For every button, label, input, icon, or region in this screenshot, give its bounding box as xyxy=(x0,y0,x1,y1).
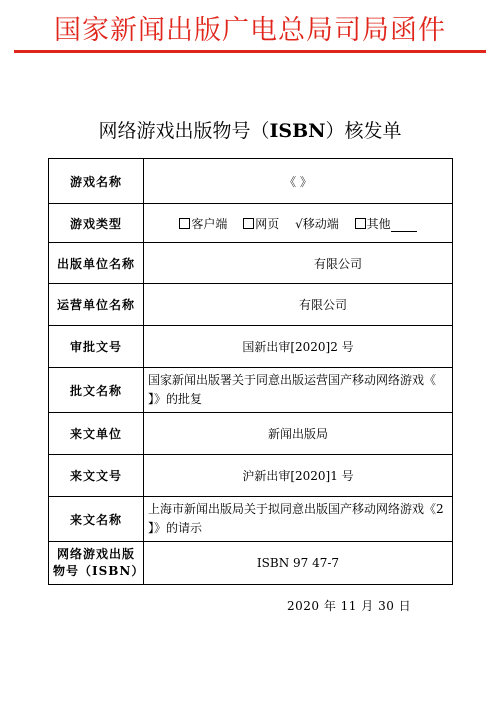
title-prefix: 网络游戏出版物号（ xyxy=(98,120,270,142)
value-source-name: 上海市新闻出版局关于拟同意出版国产移动网络游戏《2 】》的请示 xyxy=(144,497,453,542)
label-game-type: 游戏类型 xyxy=(49,204,144,243)
checkbox-web xyxy=(243,218,254,229)
row-source-unit xyxy=(49,413,453,455)
option-web[interactable] xyxy=(243,215,279,232)
option-client-label: 客户端 xyxy=(191,216,228,231)
label-source-name: 来文名称 xyxy=(49,497,144,542)
letterhead-title: 国家新闻出版广电总局司局函件 xyxy=(54,15,446,46)
document-title xyxy=(0,116,500,143)
row-isbn xyxy=(49,542,453,585)
label-isbn: 网络游戏出版物号（ISBN） xyxy=(49,542,144,585)
row-source-name xyxy=(49,497,453,542)
option-mobile-label: 移动端 xyxy=(302,216,339,231)
title-suffix: ）核发单 xyxy=(325,120,402,142)
label-approval-no: 审批文号 xyxy=(49,326,144,368)
value-isbn: ISBN 97 47-7 xyxy=(144,542,453,585)
option-web-label: 网页 xyxy=(255,216,280,231)
approval-form-table xyxy=(48,158,453,585)
checkmark-mobile-icon: √ xyxy=(295,216,303,231)
operator-text: 有限公司 xyxy=(298,298,347,312)
value-source-no: 沪新出审[2020]1 号 xyxy=(144,455,453,497)
document-date: 2020 年 11 月 30 日 xyxy=(287,599,412,613)
value-source-unit: 新闻出版局 xyxy=(144,413,453,455)
value-publisher xyxy=(144,243,453,284)
value-approval-no: 国新出审[2020]2 号 xyxy=(144,326,453,368)
publisher-text: 有限公司 xyxy=(313,256,362,271)
value-operator xyxy=(144,284,453,326)
row-game-type xyxy=(49,204,453,243)
value-game-type xyxy=(144,204,453,243)
row-approval-no xyxy=(49,326,453,368)
option-client[interactable] xyxy=(179,215,227,232)
value-game-name: 《 》 xyxy=(144,159,453,204)
value-approval-name: 国家新闻出版署关于同意出版运营国产移动网络游戏《 】》的批复 xyxy=(144,368,453,413)
checkbox-client xyxy=(179,218,190,229)
letterhead-red-line xyxy=(14,50,486,53)
option-mobile[interactable] xyxy=(295,215,339,232)
label-game-name: 游戏名称 xyxy=(49,159,144,204)
other-blank-line xyxy=(391,220,417,232)
label-operator: 运营单位名称 xyxy=(49,284,144,326)
row-publisher xyxy=(49,243,453,284)
row-source-no xyxy=(49,455,453,497)
row-game-name xyxy=(49,159,453,204)
title-isbn: ISBN xyxy=(269,120,326,142)
label-source-no: 来文文号 xyxy=(49,455,144,497)
label-approval-name: 批文名称 xyxy=(49,368,144,413)
row-approval-name xyxy=(49,368,453,413)
label-source-unit: 来文单位 xyxy=(49,413,144,455)
label-publisher: 出版单位名称 xyxy=(49,243,144,284)
option-other-label: 其他 xyxy=(366,216,391,231)
option-other[interactable] xyxy=(355,215,417,232)
row-operator xyxy=(49,284,453,326)
checkbox-other xyxy=(355,218,366,229)
